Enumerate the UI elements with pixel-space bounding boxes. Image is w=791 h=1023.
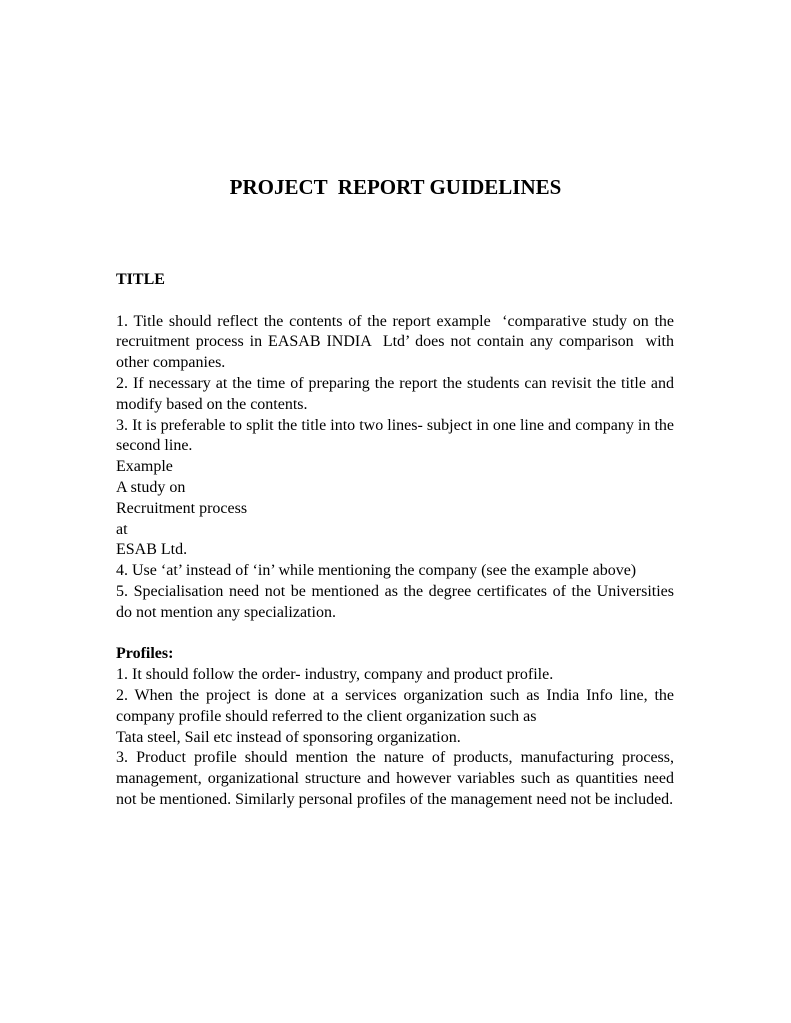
example-line-at: at	[116, 520, 128, 538]
profile-item-1: 1. It should follow the order- industry, company and product profile.	[116, 666, 554, 684]
spacer	[116, 291, 674, 312]
section-heading-title: TITLE	[116, 271, 165, 288]
guideline-item-1: 1. Title should reflect the contents of the report example ‘comparative study on the recruitment process in EASAB INDIA Ltd’ does not contain any comparison with other companies.	[116, 312, 678, 372]
example-line-company: ESAB Ltd.	[116, 541, 188, 559]
document-body	[116, 270, 678, 811]
example-line-subject-2: Recruitment process	[116, 499, 248, 517]
guideline-item-4: 4. Use ‘at’ instead of ‘in’ while mentioning the company (see the example above)	[116, 562, 637, 580]
profile-item-3: 3. Product profile should mention the nature of products, manufacturing process, management, organizational structure and however variables such as quantities need not be mentioned. Similarly personal profiles of the management need not be included.	[116, 749, 678, 808]
example-label: Example	[116, 458, 173, 476]
guideline-item-2: 2. If necessary at the time of preparing the report the students can revisit the title and modify based on the contents.	[116, 374, 678, 413]
example-line-subject-1: A study on	[116, 478, 186, 496]
section-heading-profiles: Profiles:	[116, 645, 174, 663]
guideline-item-3: 3. It is preferable to split the title into two lines- subject in one line and company in the second line.	[116, 416, 678, 455]
guideline-item-5: 5. Specialisation need not be mentioned as the degree certificates of the Universities do not mention any specialization.	[116, 582, 678, 621]
profile-item-2-continued: Tata steel, Sail etc instead of sponsoring organization.	[116, 728, 461, 746]
spacer	[116, 624, 674, 645]
document-title: PROJECT REPORT GUIDELINES	[229, 175, 562, 199]
profile-item-2: 2. When the project is done at a services organization such as India Info line, the company profile should referred to the client organization such as	[116, 686, 678, 725]
